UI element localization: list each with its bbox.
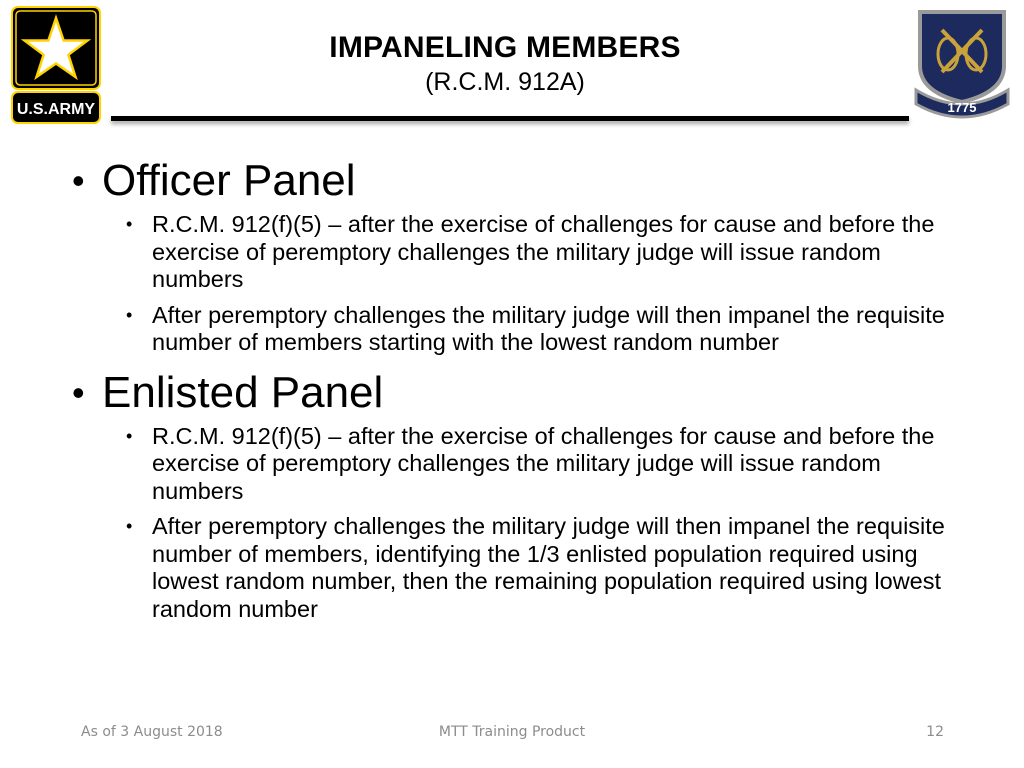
title-block bbox=[210, 30, 800, 96]
title-divider bbox=[111, 116, 909, 121]
footer-date: As of 3 August 2018 bbox=[81, 724, 223, 740]
slide-title: IMPANELING MEMBERS bbox=[329, 31, 681, 64]
section-officer-panel bbox=[72, 155, 952, 357]
list-item bbox=[72, 513, 952, 623]
slide-subtitle: (R.C.M. 912A) bbox=[425, 68, 585, 96]
point-text: R.C.M. 912(f)(5) – after the exercise of challenges for cause and before the exercise of peremptory challenges the military judge will issue random numbers bbox=[152, 422, 935, 504]
slide-content bbox=[72, 155, 952, 633]
bullet-icon: • bbox=[72, 371, 85, 413]
list-item bbox=[72, 211, 952, 294]
list-item bbox=[72, 423, 952, 506]
point-text: After peremptory challenges the military judge will then impanel the requisite number of members, identifying the 1/3 enlisted population required using lowest random number, then the remaining population required using lowest random number bbox=[152, 513, 945, 622]
page-number: 12 bbox=[926, 724, 944, 740]
footer-product: MTT Training Product bbox=[438, 724, 586, 740]
point-text: After peremptory challenges the military judge will then impanel the requisite number of members starting with the lowest random number bbox=[152, 301, 945, 355]
us-army-logo bbox=[11, 6, 101, 125]
point-text: R.C.M. 912(f)(5) – after the exercise of challenges for cause and before the exercise of peremptory challenges the military judge will issue random numbers bbox=[152, 211, 935, 292]
bullet-icon: • bbox=[126, 425, 133, 446]
army-logo-text: U.S.ARMY bbox=[16, 101, 96, 118]
bullet-icon: • bbox=[126, 214, 133, 234]
bullet-icon: • bbox=[126, 516, 133, 536]
bullet-icon: • bbox=[126, 304, 133, 325]
crest-year: 1775 bbox=[947, 100, 977, 115]
bullet-icon: • bbox=[72, 160, 85, 201]
list-item bbox=[72, 302, 952, 357]
jag-corps-crest bbox=[912, 6, 1012, 122]
section-heading: Enlisted Panel bbox=[102, 367, 384, 417]
section-heading: Officer Panel bbox=[102, 156, 356, 205]
section-enlisted-panel bbox=[72, 367, 952, 624]
